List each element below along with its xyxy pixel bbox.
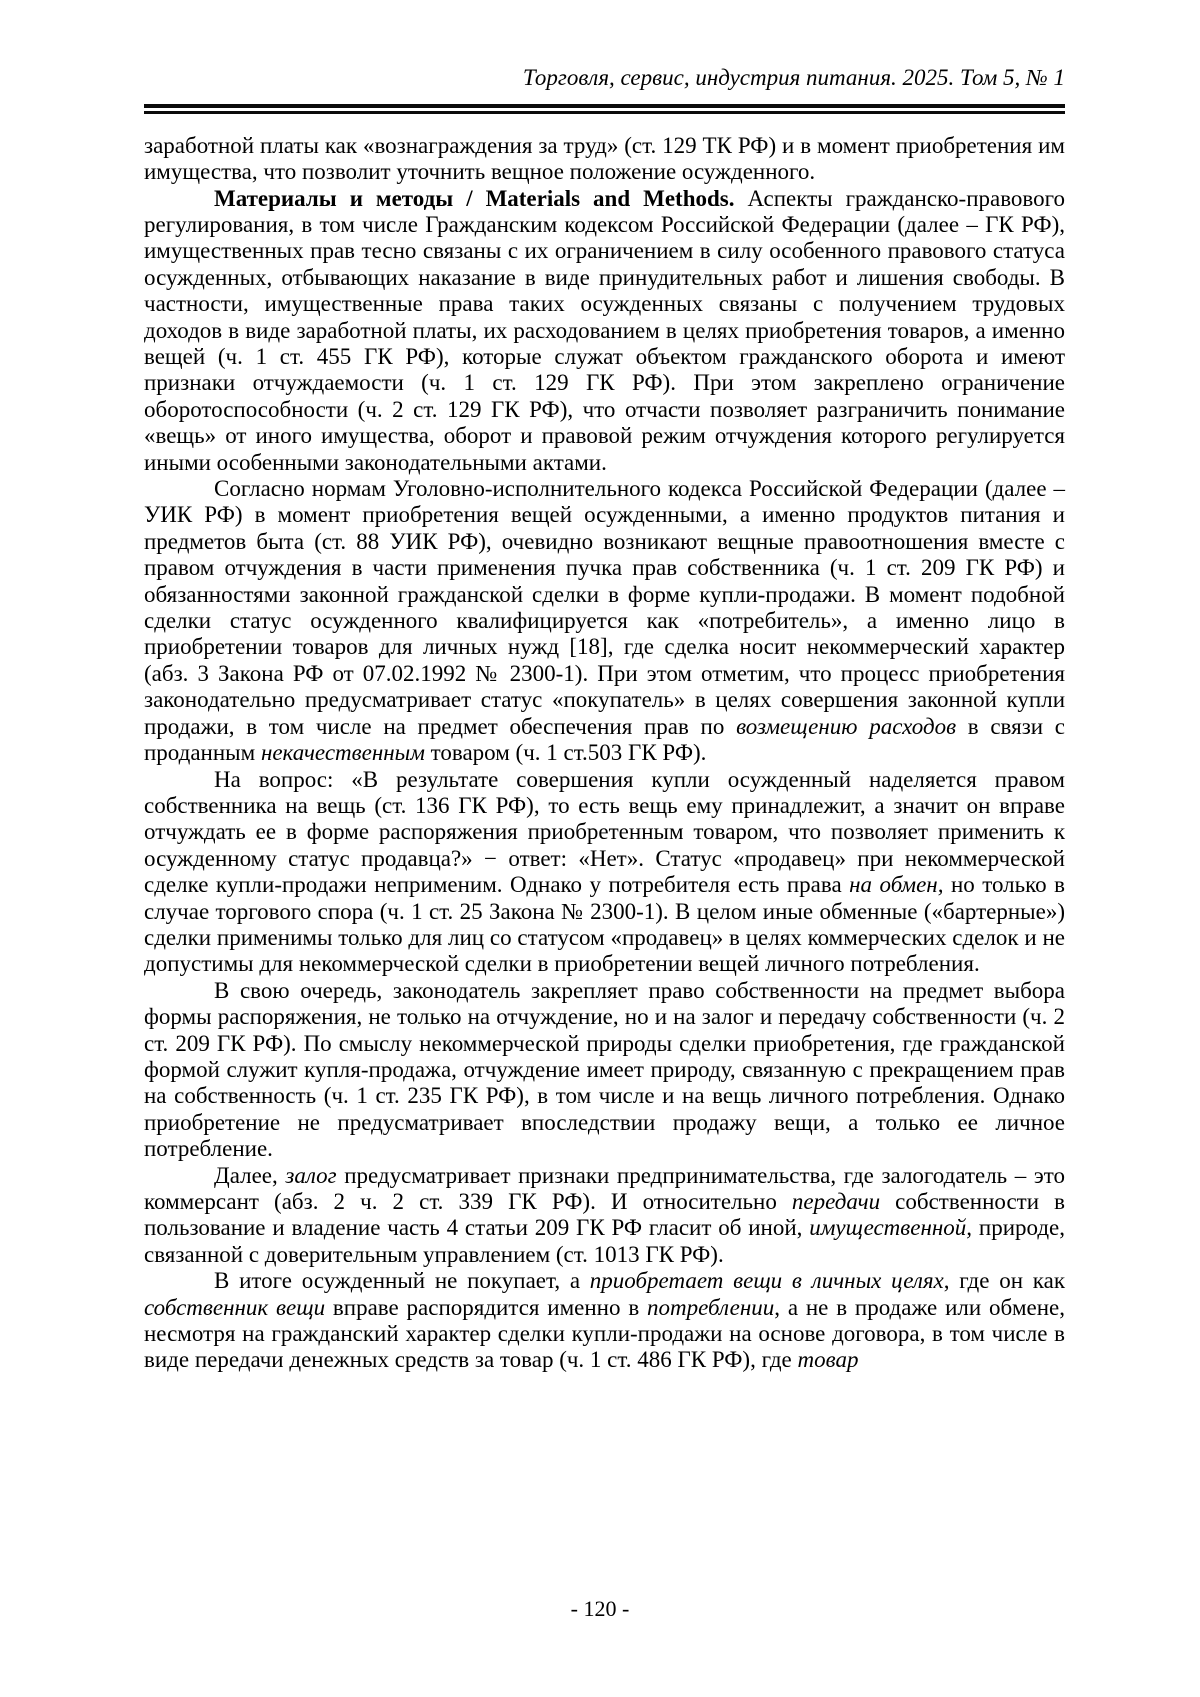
paragraph bbox=[144, 1268, 1065, 1374]
text-run: В итоге осужденный не покупает, а bbox=[214, 1268, 590, 1294]
italic-run: собственник вещи bbox=[144, 1294, 326, 1320]
paragraph bbox=[144, 1163, 1065, 1269]
text-run: В свою очередь, законодатель закрепляет право собственности на предмет выбора формы распоряжения, не только на отчуждение, но и на залог и передачу собственности (ч. 2 ст. 209 ГК РФ). По смыслу некоммерческой природы сделки приобретения, где гражданской формой служит купля-продажа, отчуждение имеет природу, связанную с прекращением прав на собственность (ч. 1 ст. 235 ГК РФ), в том числе и на вещь личного потребления. Однако приобретение не предусматривает впоследствии продажу вещи, а только ее личное потребление. bbox=[144, 977, 1065, 1162]
text-run: На вопрос: «В результате совершения купли осужденный наделяется правом собственника на вещь (ст. 136 ГК РФ), то есть вещь ему принадлежит, а значит он вправе отчуждать ее в форме распоряжения приобретенным товаром, что позволяет применить к осужденному статус продавца?» − ответ: «Нет». Статус «продавец» при некоммерческой сделке купли-продажи неприменим. Однако у потребителя есть права bbox=[144, 766, 1065, 898]
text-run: Далее, bbox=[214, 1162, 286, 1188]
text-run: заработной платы как «вознаграждения за труд» (ст. 129 ТК РФ) и в момент приобретения им имущества, что позволит уточнить вещное положение осужденного. bbox=[144, 132, 1065, 185]
italic-run: залог bbox=[285, 1162, 337, 1188]
text-run: но только в случае торгового спора (ч. 1 ст. 25 Закона № 2300-1). В целом иные обменные («бартерные») сделки применимы только для лиц со статусом «продавец» в целях коммерческих сделок и не допустимы для некоммерческой сделки в приобретении вещей личного потребления. bbox=[144, 872, 1065, 977]
paragraph bbox=[144, 476, 1065, 766]
journal-title-line: Торговля, сервис, индустрия питания. 2025. Том 5, № 1 bbox=[522, 65, 1065, 90]
text-run: природе, связанной с доверительным управлением (ст. 1013 ГК РФ). bbox=[144, 1215, 1065, 1267]
text-run: в связи с проданным bbox=[144, 713, 1065, 766]
italic-run: некачественным bbox=[260, 740, 425, 766]
page-number: - 120 - bbox=[570, 1596, 630, 1621]
text-run: Аспекты гражданско-правового регулирования, в том числе Гражданским кодексом Российской Федерации (далее – ГК РФ), имущественных прав тесно связаны с их ограничением в силу особенного правового статуса осужденных, отбывающих наказание в виде принудительных работ и лишения свободы. В частности, имущественные права таких осужденных связаны с получением трудовых доходов в виде заработной платы, их расходованием в целях приобретения товаров, а именно вещей (ч. 1 ст. 455 ГК РФ), которые служат объектом гражданского оборота и имеют признаки отчуждаемости (ч. 1 ст. 129 ГК РФ). При этом закреплено ограничение оборотоспособности (ч. 2 ст. 129 ГК РФ), что отчасти позволяет разграничить понимание «вещь» от иного имущества, оборот и правовой режим отчуждения которого регулируется иными особенными законодательными актами. bbox=[144, 185, 1065, 475]
bold-run: Материалы и методы / Materials and Methods. bbox=[214, 185, 735, 211]
paragraph bbox=[144, 767, 1065, 978]
page-footer bbox=[0, 1596, 1200, 1622]
text-run: собственности в пользование и владение часть 4 статьи 209 ГК РФ гласит об иной, bbox=[144, 1189, 1065, 1241]
italic-run: приобретает вещи в личных целях bbox=[589, 1268, 944, 1294]
text-run: предусматривает признаки предпринимательства, где залогодатель – это коммерсант (абз. 2 ч. 2 ст. 339 ГК РФ). И относительно bbox=[144, 1162, 1065, 1214]
document-body bbox=[144, 133, 1065, 1374]
italic-run: имущественной, bbox=[809, 1215, 973, 1241]
italic-run: передачи bbox=[791, 1189, 881, 1214]
text-run: Согласно нормам Уголовно-исполнительного кодекса Российской Федерации (далее – УИК РФ) в момент приобретения вещей осужденными, а именно продуктов питания и предметов быта (ст. 88 УИК РФ), очевидно возникают вещные правоотношения вместе с правом отчуждения в части применения пучка прав собственника (ч. 1 ст. 209 ГК РФ) и обязанностями законной гражданской сделки в форме купли-продажи. В момент подобной сделки статус осужденного квалифицируется как «потребитель», а именно лицо в приобретении товаров для личных нужд [18], где сделка носит некоммерческий характер (абз. 3 Закона РФ от 07.02.1992 № 2300-1). При этом отметим, что процесс приобретения законодательно предусматривает статус «покупатель» в целях совершения законной купли продажи, в том числе на предмет обеспечения прав по bbox=[144, 476, 1065, 739]
italic-run: возмещению расходов bbox=[736, 713, 957, 739]
paragraph bbox=[144, 186, 1065, 476]
text-run: , где он как bbox=[943, 1268, 1065, 1294]
text-run: вправе распорядится именно в bbox=[325, 1294, 648, 1320]
text-run: товаром (ч. 1 ст.503 ГК РФ). bbox=[424, 740, 707, 766]
paragraph bbox=[144, 133, 1065, 186]
running-header bbox=[144, 64, 1065, 93]
italic-run: потреблении bbox=[647, 1294, 775, 1320]
text-run: , а не в продаже или обмене, несмотря на гражданский характер сделки купли-продажи на основе договора, в том числе в виде передачи денежных средств за товар (ч. 1 ст. 486 ГК РФ), где bbox=[144, 1294, 1066, 1373]
paragraph bbox=[144, 978, 1065, 1163]
header-rule bbox=[144, 104, 1065, 114]
italic-run: товар bbox=[797, 1347, 859, 1373]
italic-run: на обмен, bbox=[849, 872, 944, 898]
